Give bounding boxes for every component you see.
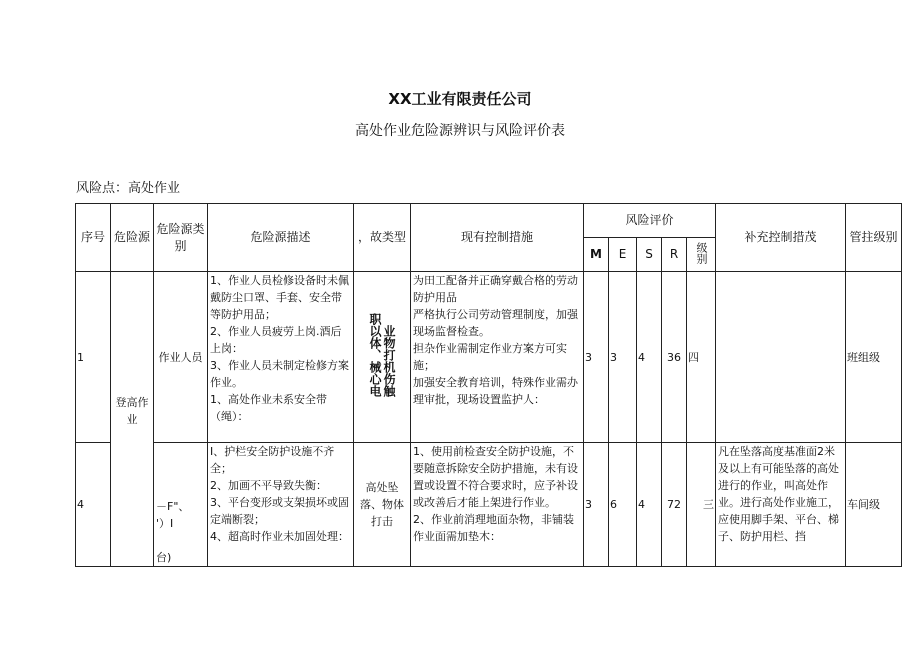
row-1-r: 36: [662, 272, 687, 443]
row-2-no: 4: [76, 443, 111, 567]
header-risk-eval: 风险评价: [584, 204, 716, 238]
merged-hazard-cell: 登高作业: [111, 272, 154, 567]
row-2-controls: 1、使用前检查安全防护设施，不要随意拆除安全防护措施，未有设置或设置不符合要求时，应予补设或改善后才能上架进行作业。 2、作业前消理地面杂物，非铺装作业面需加垫木：: [411, 443, 584, 567]
row-2-e: 6: [609, 443, 637, 567]
row-2-r: 72: [662, 443, 687, 567]
header-accident-type: ，故类型: [354, 204, 411, 272]
row-1-category: 作业人员: [154, 272, 208, 443]
row-1-e: 3: [609, 272, 637, 443]
header-r: R: [662, 238, 687, 272]
header-controls: 现有控制措施: [411, 204, 584, 272]
row-1-accident-type: [354, 272, 411, 443]
row-2-level: 三: [687, 443, 716, 567]
document-title: 高处作业危险源辨识与风险评价表: [355, 123, 565, 139]
row-2-description: I、护栏安全防护设施不齐全； 2、加画不平导致失衡： 3、平台变形或支架损坏或固定端断裂； 4、超高时作业未加固处理：: [208, 443, 354, 567]
row-1-level: 四: [687, 272, 716, 443]
header-description: 危险源描述: [208, 204, 354, 272]
row-1-accident-type-a: 业物打机伤触: [382, 324, 396, 397]
header-category: 危险源类别: [154, 204, 208, 272]
row-2-supplement: 凡在坠落高度基准面2米及以上有可能坠落的高处进行的作业，叫高处作业。进行高处作业施工，应使用脚手架、平台、梯子、防护用栏、挡: [716, 443, 846, 567]
row-1-controls: 为田工配备并正确穿戴合格的劳动防护用品 严格执行公司劳动管理制度，加强现场监督检查。 担杂作业需制定作业方案方可实施； 加强安全教育培训，特殊作业需办理审批，现场设置监护人：: [411, 272, 584, 443]
row-2-m: 3: [584, 443, 609, 567]
header-m: M: [584, 238, 609, 272]
row-1-m: 3: [584, 272, 609, 443]
hazard-table: [75, 203, 902, 567]
header-level: 级别: [687, 238, 716, 272]
row-1-s: 4: [637, 272, 662, 443]
row-1-supplement: [716, 272, 846, 443]
row-1-description: 1、作业人员检修设备时未佩戴防尘口罩、手套、安全带等防护用品； 2、作业人员疲劳上岗.酒后上岗： 3、作业人员未制定检修方案作业。 1、高处作业未系安全带（绳）：: [208, 272, 354, 443]
row-1-mgmt: 班组级: [846, 272, 902, 443]
header-hazard: 危险源: [111, 204, 154, 272]
header-s: S: [637, 238, 662, 272]
row-1-accident-type-b: 职以体、械心电: [368, 312, 382, 397]
header-e: E: [609, 238, 637, 272]
risk-point-label: 风险点：高处作业: [76, 181, 181, 196]
row-2-category: －F"、 '）I 台): [154, 443, 208, 567]
header-no: 序号: [76, 204, 111, 272]
row-2-s: 4: [637, 443, 662, 567]
row-2-accident-type: 高处坠落、物体打击: [354, 443, 411, 567]
company-title: XX工业有限责任公司: [388, 90, 532, 108]
row-1-no: 1: [76, 272, 111, 443]
header-supplement: 补充控制措茂: [716, 204, 846, 272]
row-2-mgmt: 车间级: [846, 443, 902, 567]
header-mgmt-level: 管拄级别: [846, 204, 902, 272]
